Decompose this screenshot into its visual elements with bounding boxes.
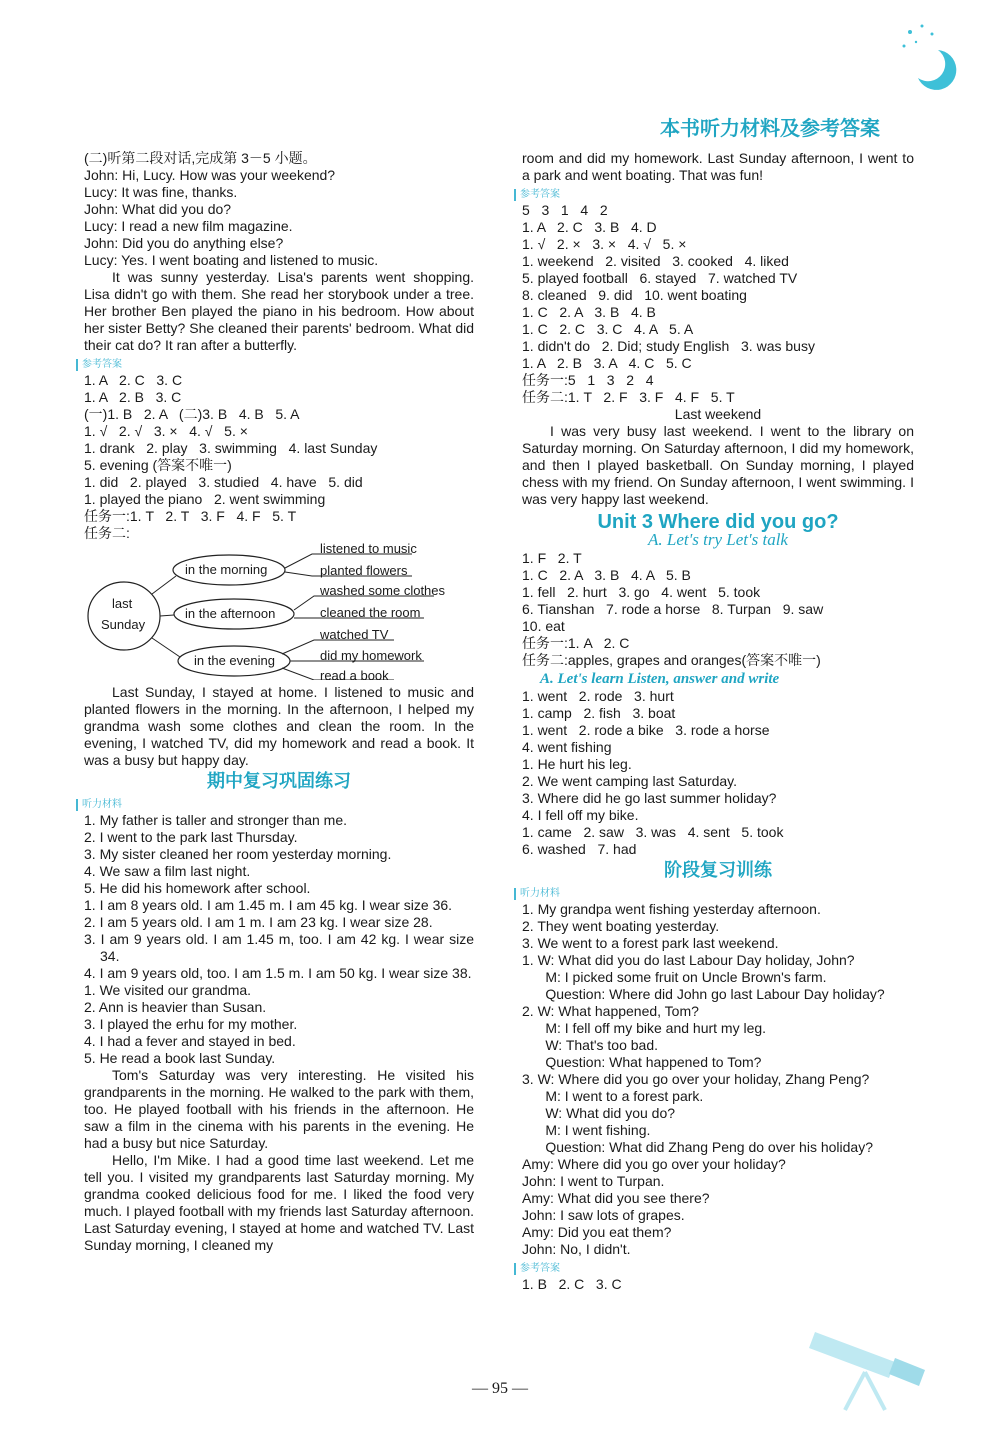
midterm-section-title: 期中复习巩固练习 — [207, 771, 351, 792]
diagram-activity: washed some clothes — [320, 583, 446, 598]
answer-line: 1. A 2. B 3. C — [84, 389, 182, 405]
answer-line: 1. weekend 2. visited 3. cooked 4. liked — [522, 253, 789, 269]
unit-title: Unit 3 Where did you go? — [597, 511, 839, 533]
answer-line: 任务二:apples, grapes and oranges(答案不唯一) — [522, 652, 821, 668]
answers-tag: 参考答案 — [514, 189, 564, 201]
diagram-activity: read a book — [320, 668, 389, 683]
answer-line: 1. A 2. C 3. C — [84, 372, 183, 388]
listening-line: M: I fell off my bike and hurt my leg. — [522, 1020, 767, 1036]
diagram-activity: cleaned the room — [320, 605, 421, 620]
answer-line: 1. drank 2. play 3. swimming 4. last Sunday — [84, 440, 378, 456]
answer-line: 1. B 2. C 3. C — [522, 1276, 622, 1292]
passage-last-sunday: Last Sunday, I stayed at home. I listened to music and planted flowers in the morning. In the afternoon, I helped my grandma wash some clothes and clean the room. In the evening, I watched TV, did my homework and read a book. It was a busy but happy day. — [84, 684, 474, 768]
listening-line: 1. We visited our grandma. — [84, 982, 252, 998]
answer-line: 任务二:1. T 2. F 3. F 4. F 5. T — [522, 389, 735, 405]
dialog-line: Lucy: I read a new film magazine. — [84, 218, 293, 234]
listening-line: Question: What did Zhang Peng do over his holiday? — [522, 1139, 873, 1155]
answers-tag: 参考答案 — [514, 1263, 564, 1275]
dialog-line: John: Hi, Lucy. How was your weekend? — [84, 167, 336, 183]
answer-line: 任务一:1. A 2. C — [522, 635, 630, 651]
moon-stars-decoration — [890, 20, 960, 90]
answer-line: 8. cleaned 9. did 10. went boating — [522, 287, 747, 303]
diagram-activity: listened to music — [320, 541, 417, 556]
essay-title: Last weekend — [674, 406, 762, 422]
diagram-center-line2: Sunday — [101, 617, 146, 632]
listening-line: Amy: Where did you go over your holiday? — [522, 1156, 786, 1172]
listening-line: John: I went to Turpan. — [522, 1173, 665, 1189]
dialog-line: John: What did you do? — [84, 201, 232, 217]
answer-line: 1. did 2. played 3. studied 4. have 5. did — [84, 474, 363, 490]
answer-line: 任务二: — [84, 525, 130, 541]
listening-tag: 听力材料 — [76, 799, 126, 811]
answer-line: 1. A 2. B 3. A 4. C 5. C — [522, 355, 692, 371]
listening-line: 2. I went to the park last Thursday. — [84, 829, 298, 845]
answer-line: 2. We went camping last Saturday. — [522, 773, 738, 789]
answer-line: 1. C 2. C 3. C 4. A 5. A — [522, 321, 694, 337]
listening-line: 3. I am 9 years old. I am 1.45 m, too. I am 42 kg. I wear size 34. — [84, 931, 474, 964]
listening-line: Question: What happened to Tom? — [522, 1054, 762, 1070]
passage-tom: Tom's Saturday was very interesting. He visited his grandparents in the morning. He walked to the park with them, too. He played football with his friends in the afternoon. He saw a film in the cinema with his parents in the evening. He had a busy but nice Saturday. — [84, 1067, 474, 1151]
answer-line: 1. He hurt his leg. — [522, 756, 632, 772]
answer-line: 5. played football 6. stayed 7. watched TV — [522, 270, 798, 286]
answer-line: 5 3 1 4 2 — [522, 202, 608, 218]
answer-line: (一)1. B 2. A (二)3. B 4. B 5. A — [84, 406, 300, 422]
telescope-decoration — [805, 1312, 945, 1412]
passage-mike: Hello, I'm Mike. I had a good time last weekend. Let me tell you. I visited my grandparents last Saturday morning. My grandma cooked delicious food for me. I liked the food very much. I played football with my friends last Saturday afternoon. Last Saturday evening, I stayed at home and watched TV. Last Sunday morning, I cleaned my — [84, 1152, 474, 1253]
dialog-intro: (二)听第二段对话,完成第 3－5 小题。 — [84, 150, 317, 166]
answer-line: 任务一:5 1 3 2 4 — [522, 372, 654, 388]
answer-line: 1. went 2. rode a bike 3. rode a horse — [522, 722, 770, 738]
answer-line: 1. played the piano 2. went swimming — [84, 491, 326, 507]
listening-line: Amy: Did you eat them? — [522, 1224, 672, 1240]
answer-line: 1. came 2. saw 3. was 4. sent 5. took — [522, 824, 784, 840]
diagram-time-morning: in the morning — [185, 562, 268, 577]
answer-line: 1. went 2. rode 3. hurt — [522, 688, 674, 704]
listening-line: 5. He did his homework after school. — [84, 880, 311, 896]
subsection-title: A. Let's learn Listen, answer and write — [540, 671, 780, 687]
listening-tag: 听力材料 — [514, 888, 564, 900]
listening-line: M: I went to a forest park. — [522, 1088, 704, 1104]
listening-line: 5. He read a book last Sunday. — [84, 1050, 276, 1066]
listening-line: M: I went fishing. — [522, 1122, 651, 1138]
answer-line: 任务一:1. T 2. T 3. F 4. F 5. T — [84, 508, 297, 524]
listening-line: 2. Ann is heavier than Susan. — [84, 999, 267, 1015]
answer-line: 10. eat — [522, 618, 565, 634]
listening-line: 3. We went to a forest park last weekend. — [522, 935, 779, 951]
mind-map-diagram — [84, 541, 474, 683]
answer-line: 1. √ 2. √ 3. × 4. √ 5. × — [84, 423, 248, 439]
diagram-time-evening: in the evening — [194, 653, 275, 668]
review-section-title: 阶段复习训练 — [664, 860, 772, 881]
diagram-center-line1: last — [112, 596, 133, 611]
listening-line: 2. I am 5 years old. I am 1 m. I am 23 kg. I wear size 28. — [84, 914, 433, 930]
answer-line: 1. didn't do 2. Did; study English 3. was busy — [522, 338, 815, 354]
answer-line: 1. camp 2. fish 3. boat — [522, 705, 676, 721]
listening-line: 1. My father is taller and stronger than me. — [84, 812, 348, 828]
diagram-activity: planted flowers — [320, 563, 408, 578]
dialog-line: John: Did you do anything else? — [84, 235, 284, 251]
diagram-activity: did my homework — [320, 648, 422, 663]
passage-continued: room and did my homework. Last Sunday afternoon, I went to a park and went boating. That was fun! — [522, 150, 914, 183]
listening-line: 4. I had a fever and stayed in bed. — [84, 1033, 296, 1049]
answer-line: 4. I fell off my bike. — [522, 807, 639, 823]
passage-lisa: It was sunny yesterday. Lisa's parents went shopping. Lisa didn't go with them. She read her storybook under a tree. Her brother Ben played the piano in his bedroom. How about her sister Betty? She cleaned their parents' bedroom. What did their cat do? It ran after a butterfly. — [84, 269, 474, 353]
subsection-title: A. Let's try Let's talk — [648, 530, 788, 549]
listening-line: 3. W: Where did you go over your holiday, Zhang Peng? — [522, 1071, 870, 1087]
listening-line: John: I saw lots of grapes. — [522, 1207, 685, 1223]
listening-line: 3. My sister cleaned her room yesterday morning. — [84, 846, 392, 862]
listening-line: Amy: What did you see there? — [522, 1190, 710, 1206]
listening-line: Question: Where did John go last Labour Day holiday? — [522, 986, 885, 1002]
listening-line: 1. I am 8 years old. I am 1.45 m. I am 45 kg. I wear size 36. — [84, 897, 453, 913]
dialog-line: Lucy: It was fine, thanks. — [84, 184, 238, 200]
dialog-line: Lucy: Yes. I went boating and listened to music. — [84, 252, 379, 268]
page-number: — 95 — — [472, 1380, 528, 1397]
essay-body: I was very busy last weekend. I went to the library on Saturday morning. On Saturday afternoon, I did my homework, and then I played basketball. On Sunday morning, I played chess with my friend. On Sunday afternoon, I went swimming. I was very happy last weekend. — [522, 423, 914, 507]
answer-line: 6. Tianshan 7. rode a horse 8. Turpan 9. saw — [522, 601, 824, 617]
answer-line: 1. C 2. A 3. B 4. B — [522, 304, 656, 320]
answer-line: 1. fell 2. hurt 3. go 4. went 5. took — [522, 584, 761, 600]
answer-line: 4. went fishing — [522, 739, 612, 755]
answer-line: 3. Where did he go last summer holiday? — [522, 790, 777, 806]
left-column — [84, 150, 474, 1254]
listening-line: 1. My grandpa went fishing yesterday afternoon. — [522, 901, 821, 917]
answer-line: 1. C 2. A 3. B 4. A 5. B — [522, 567, 691, 583]
answer-line: 1. F 2. T — [522, 550, 582, 566]
listening-line: John: No, I didn't. — [522, 1241, 631, 1257]
diagram-time-afternoon: in the afternoon — [185, 606, 276, 621]
listening-line: 3. I played the erhu for my mother. — [84, 1016, 298, 1032]
listening-line: W: What did you do? — [522, 1105, 676, 1121]
listening-line: W: That's too bad. — [522, 1037, 659, 1053]
listening-line: 2. W: What happened, Tom? — [522, 1003, 699, 1019]
answers-tag: 参考答案 — [76, 359, 126, 371]
answer-line: 1. √ 2. × 3. × 4. √ 5. × — [522, 236, 687, 252]
answer-line: 5. evening (答案不唯一) — [84, 457, 232, 473]
diagram-activity: watched TV — [320, 627, 389, 642]
listening-line: 1. W: What did you do last Labour Day holiday, John? — [522, 952, 855, 968]
listening-line: 2. They went boating yesterday. — [522, 918, 720, 934]
listening-line: 4. I am 9 years old, too. I am 1.5 m. I am 50 kg. I wear size 38. — [84, 965, 472, 981]
right-column — [522, 150, 914, 1293]
listening-line: 4. We saw a film last night. — [84, 863, 251, 879]
page-header-title: 本书听力材料及参考答案 — [660, 116, 880, 140]
answer-line: 6. washed 7. had — [522, 841, 637, 857]
listening-line: M: I picked some fruit on Uncle Brown's farm. — [522, 969, 827, 985]
answer-line: 1. A 2. C 3. B 4. D — [522, 219, 657, 235]
